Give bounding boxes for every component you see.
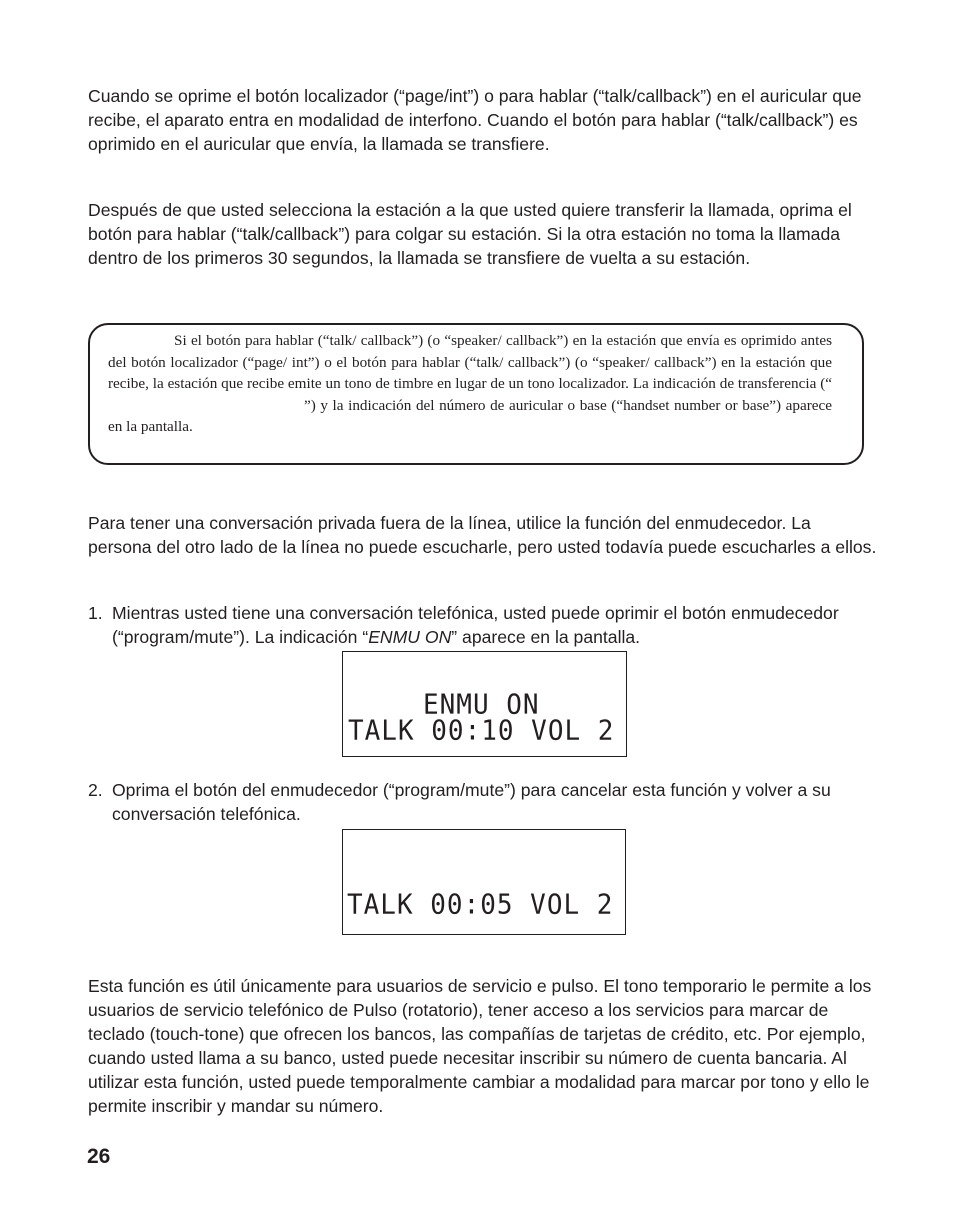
lcd-display-talk	[342, 829, 626, 935]
lcd-display-mute-on	[342, 651, 627, 757]
lcd-1-line-1: ENMU ON	[423, 689, 540, 721]
mute-intro-paragraph: Para tener una conversación privada fuera de la línea, utilice la función del enmudecedor. La persona del otro lado de la línea no puede escucharle, pero usted todavía puede escucharles a ellos.	[88, 513, 877, 557]
mute-step-1	[88, 601, 888, 649]
lcd-2-line-2: TALK 00:05 VOL 2	[347, 889, 614, 921]
step-1-text-before: Mientras usted tiene una conversación telefónica, usted puede oprimir el botón enmudecedor (“program/mute”). La indicación “	[112, 603, 839, 647]
note-text-part-1: Si el botón para hablar (“talk/ callback”) (o “speaker/ callback”) en la estación que envía es oprimido antes del botón localizador (“page/ int”) o el botón para hablar (“talk/ callback”) (o “speaker/ callback”) en la estación que recibe, la estación que recibe emite un tono de timbre en lugar de un tono localizador. La indicación de transferencia (“	[108, 332, 832, 393]
step-2-number: 2.	[88, 780, 103, 800]
transfer-paragraph-1: Cuando se oprime el botón localizador (“page/int”) o para hablar (“talk/callback”) en el auricular que recibe, el aparato entra en modalidad de interfono. Cuando el botón para hablar (“talk/callback”) es oprimido en el auricular que envía, la llamada se transfiere.	[88, 86, 862, 154]
transfer-paragraph-2: Después de que usted selecciona la estación a la que usted quiere transferir la llamada, oprima el botón para hablar (“talk/callback”) para colgar su estación. Si la otra estación no toma la llamada dentro de los primeros 30 segundos, la llamada se transfiere de vuelta a su estación.	[88, 200, 852, 268]
step-1-text	[112, 601, 888, 649]
note-text	[108, 330, 832, 438]
note-text-part-2: ”) y la indicación del número de auricular o base (“handset number or base”) aparece en la pantalla.	[108, 396, 832, 436]
step-1-italic: ENMU ON	[368, 627, 452, 647]
page-number: 26	[87, 1145, 111, 1168]
mute-step-2	[88, 778, 888, 826]
tone-paragraph: Esta función es útil únicamente para usuarios de servicio e pulso. El tono temporario le permite a los usuarios de servicio telefónico de Pulso (rotatorio), tener acceso a los servicios para marcar de teclado (touch-tone) que ofrecen los bancos, las compañías de tarjetas de crédito, etc. Por ejemplo, cuando usted llama a su banco, usted puede necesitar inscribir su número de cuenta bancaria. Al utilizar esta función, usted puede temporalmente cambiar a modalidad para marcar por tono y ello le permite inscribir y mandar su número.	[88, 976, 872, 1116]
step-2-text: Oprima el botón del enmudecedor (“program/mute”) para cancelar esta función y volver a su conversación telefónica.	[112, 780, 831, 824]
lcd-1-line-2: TALK 00:10 VOL 2	[348, 715, 615, 747]
step-1-number: 1.	[88, 603, 103, 623]
step-1-text-after: ” aparece en la pantalla.	[451, 627, 641, 647]
